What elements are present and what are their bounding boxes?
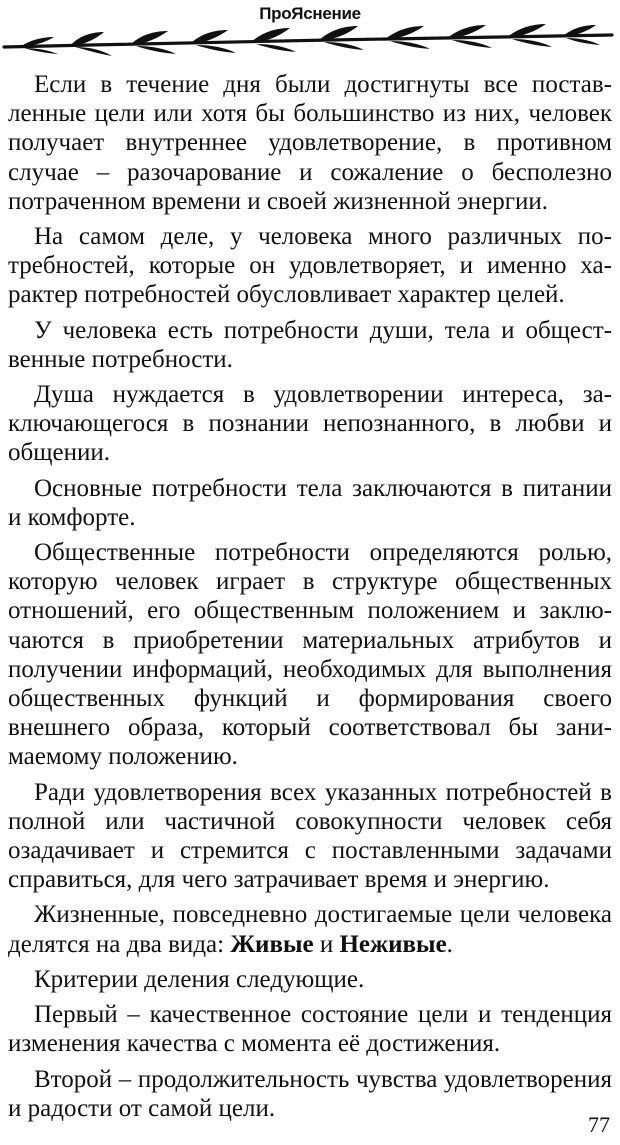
laurel-branch-icon [0,20,620,60]
paragraph: У человека есть потребности души, тела и общественные потребности. [8,316,612,373]
page-number: 77 [588,1112,610,1137]
running-header [0,0,620,62]
paragraph: Основные потребности тела заключаются в питании и комфорте. [8,474,612,531]
paragraph: Если в течение дня были достигнуты все поставленные цели или хотя бы большинство из них, человек получает внутреннее удовлетворение, в противном случае – разочарование и сожаление о бесполезно потраченном времени и своей жизненной энергии. [8,71,612,215]
paragraph: Ради удовлетворения всех указанных потребностей в полной или частичной совокупности человек себя озадачивает и стремится с поставленными задачами справиться, для чего затрачивает время и энергию. [8,778,612,894]
paragraph: Первый – качественное состояние цели и тенденция изменения качества с момента её достижения. [8,1001,612,1058]
paragraph: Второй – продолжительность чувства удовлетворения и радости от самой цели. [8,1065,612,1122]
term-living: Живые [230,930,314,958]
paragraph: Общественные потребности определяются ролью, которую человек играет в структуре общественных отношений, его общественным положением и заключаются в приобретении материальных атрибутов и получении информаций, необходимых для выполнения общественных функций и формирования своего внешнего образа, который соответствовал бы занимаемому положению. [8,539,612,771]
paragraph-goal-types [8,900,612,958]
paragraph-text: . [446,930,453,958]
running-header-title: ПроЯснение [259,4,361,23]
paragraph-text: Жизненные, повседневно достигаемые цели человека делятся на два вида: [8,901,612,958]
paragraph: Душа нуждается в удовлетворении интереса, заключающегося в познании непознанного, в любви и общении. [8,381,612,467]
paragraph-text: и [313,930,340,958]
paragraph: На самом деле, у человека много различных потребностей, которые он удовлетворяет, и именно характер потребностей обусловливает характер целей. [8,223,612,309]
paragraph: Критерии деления следующие. [34,965,365,993]
term-nonliving: Неживые [339,930,447,958]
body-text [8,70,612,1129]
